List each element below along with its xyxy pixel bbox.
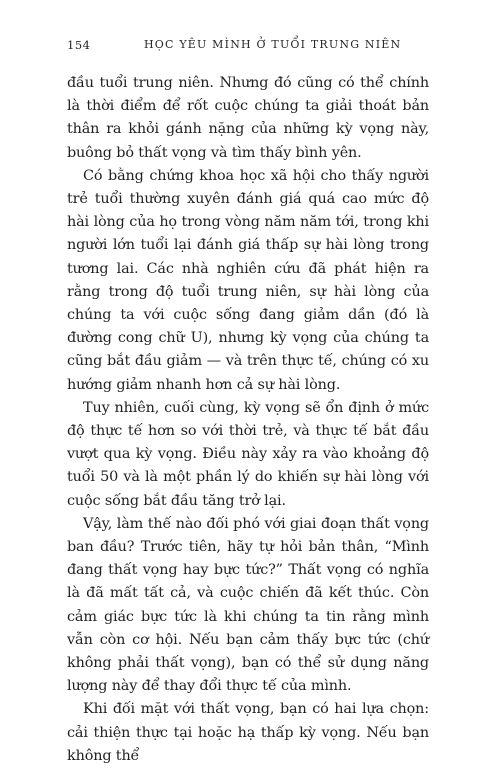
running-header: [67, 38, 429, 54]
paragraph-expectations-stabilize: Tuy nhiên, cuối cùng, kỳ vọng sẽ ổn định ở mức độ thực tế hơn so với thời trẻ, và thực tế bắt đầu vượt qua kỳ vọng. Điều này xảy ra vào khoảng độ tuổi 50 và là một phần lý do khiến sự hài lòng với cuộc sống bắt đầu tăng trở lại.: [67, 399, 429, 509]
paragraph-coping-disappointment: Vậy, làm thế nào đối phó với giai đoạn thất vọng ban đầu? Trước tiên, hãy tự hỏi bản thân, “Mình đang thất vọng hay bực tức?” Thất vọng có nghĩa là đã mất tất cả, và cuộc chiến đã kết thúc. Còn cảm giác bực tức là khi chúng ta tin rằng mình vẫn còn cơ hội. Nếu bạn cảm thấy bực tức (chứ không phải thất vọng), bạn có thể sử dụng năng lượng này để thay đổi thực tế của mình.: [67, 515, 429, 695]
body-text: [67, 72, 429, 768]
paragraph-social-science-evidence: Có bằng chứng khoa học xã hội cho thấy người trẻ tuổi thường xuyên đánh giá quá cao mức độ hài lòng của họ trong vòng năm năm tới, trong khi người lớn tuổi lại đánh giá thấp sự hài lòng trong tương lai. Các nhà nghiên cứu đã phát hiện ra rằng trong độ tuổi trung niên, sự hài lòng của chúng ta với cuộc sống đang giảm dần (đó là đường cong chữ U), nhưng kỳ vọng của chúng ta cũng bắt đầu giảm — và trên thực tế, chúng có xu hướng giảm nhanh hơn cả sự hài lòng.: [67, 167, 429, 393]
page-number: 154: [67, 38, 91, 52]
running-title: HỌC YÊU MÌNH Ở TUỔI TRUNG NIÊN: [144, 38, 402, 51]
paragraph-continued: đầu tuổi trung niên. Nhưng đó cũng có thể chính là thời điểm để rốt cuộc chúng ta giải thoát bản thân ra khỏi gánh nặng của những kỳ vọng này, buông bỏ thất vọng và tìm thấy bình yên.: [67, 75, 429, 161]
paragraph-two-choices: Khi đối mặt với thất vọng, bạn có hai lựa chọn: cải thiện thực tại hoặc hạ thấp kỳ vọng. Nếu bạn không thể: [67, 701, 429, 764]
